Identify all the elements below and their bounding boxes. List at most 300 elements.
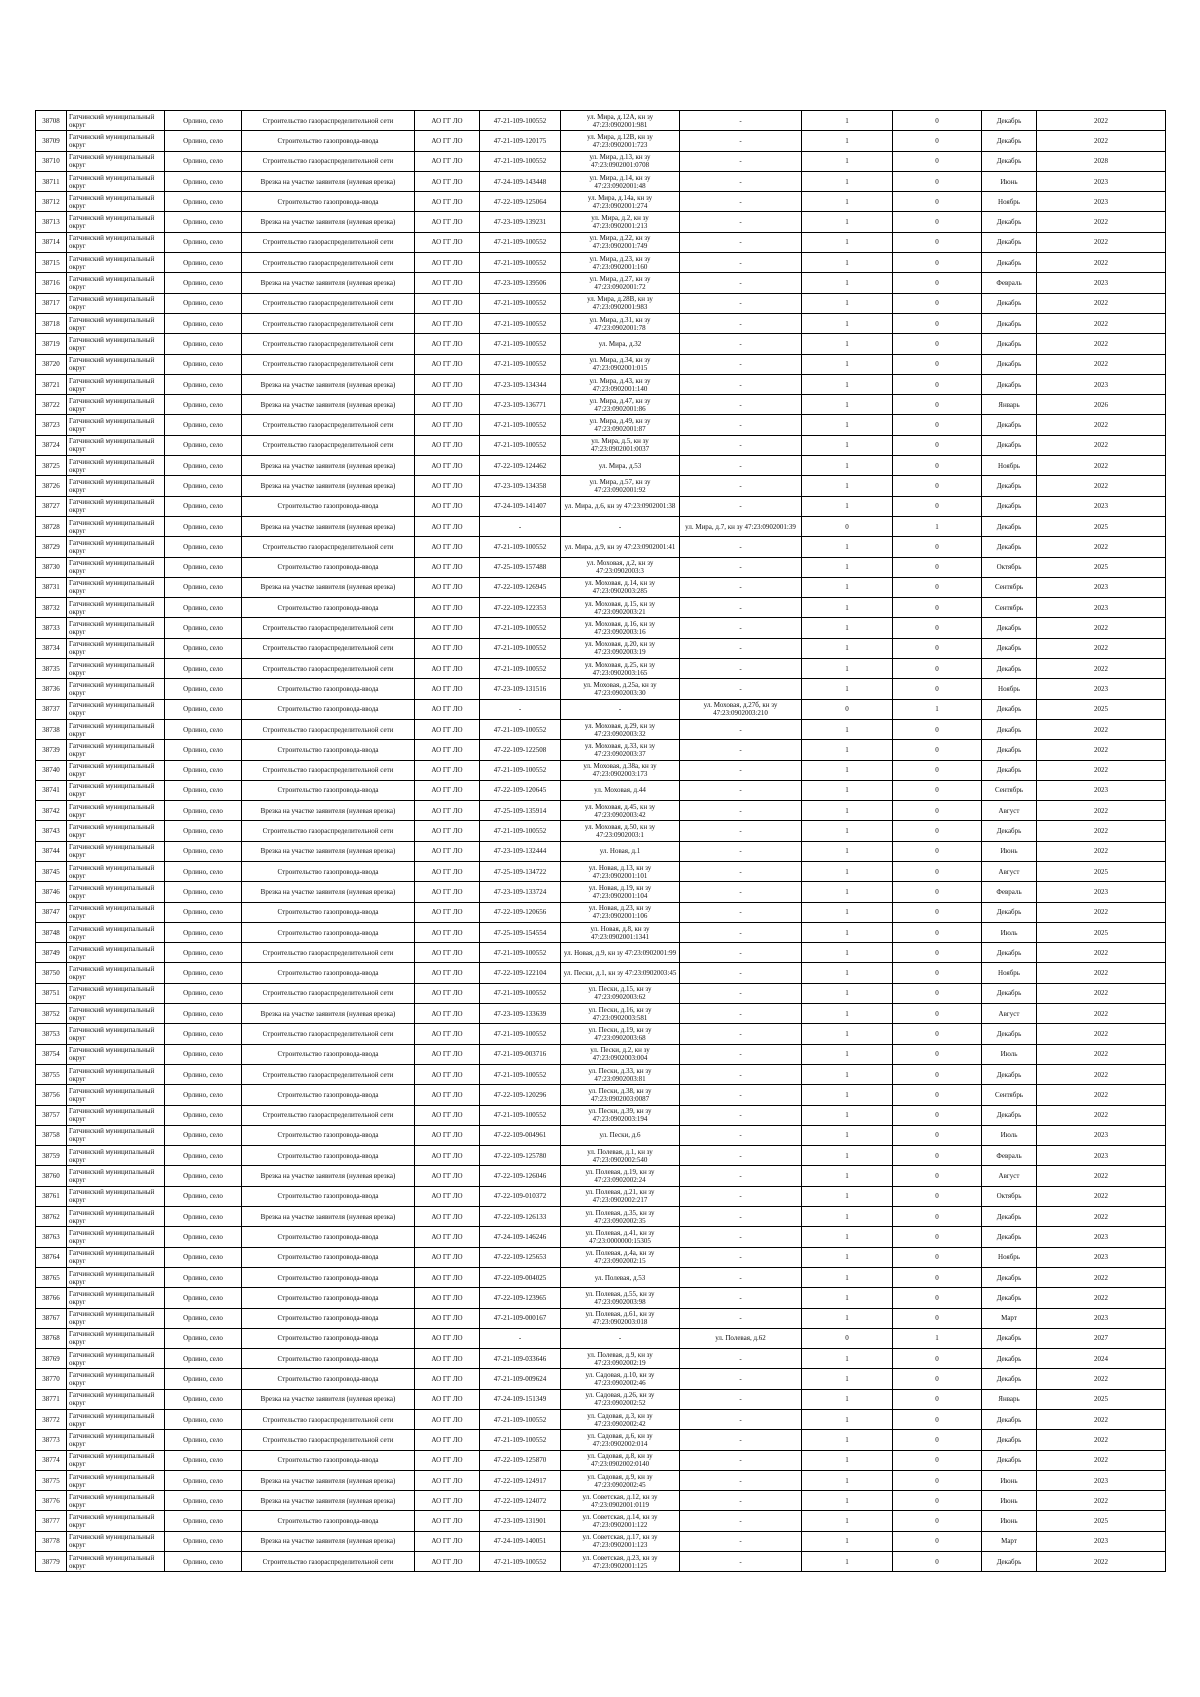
cell-organization: АО ГГ ЛО (415, 1125, 480, 1145)
table-row (36, 171, 1166, 191)
cell-organization: АО ГГ ЛО (415, 1491, 480, 1511)
cell-row-number: 38760 (36, 1166, 67, 1186)
cell-planned-address: - (680, 395, 802, 415)
table-row (36, 598, 1166, 618)
cell-month: Январь (982, 395, 1037, 415)
table-row (36, 963, 1166, 983)
cell-organization: АО ГГ ЛО (415, 456, 480, 476)
cell-organization: АО ГГ ЛО (415, 1531, 480, 1551)
cell-settlement: Орлино, село (165, 1125, 242, 1145)
cell-row-number: 38716 (36, 273, 67, 293)
cell-district: Гатчинский муниципальный округ (67, 374, 165, 394)
table-row (36, 922, 1166, 942)
cell-count-a: 1 (802, 638, 893, 658)
cell-count-b: 0 (893, 1430, 982, 1450)
table-row (36, 1227, 1166, 1247)
cell-planned-address: - (680, 1207, 802, 1227)
cell-organization: АО ГГ ЛО (415, 1470, 480, 1490)
cell-district: Гатчинский муниципальный округ (67, 131, 165, 151)
cell-address-cadastral: ул. Мира, д.34, кн зу 47:23:0902001:015 (561, 354, 680, 374)
cell-month: Декабрь (982, 902, 1037, 922)
cell-organization: АО ГГ ЛО (415, 1207, 480, 1227)
cell-row-number: 38738 (36, 719, 67, 739)
cell-address-cadastral: ул. Советская, д.17, кн зу 47:23:0902001:123 (561, 1531, 680, 1551)
table-row (36, 1166, 1166, 1186)
cell-month: Декабрь (982, 740, 1037, 760)
cell-district: Гатчинский муниципальный округ (67, 1450, 165, 1470)
cell-organization: АО ГГ ЛО (415, 659, 480, 679)
cell-settlement: Орлино, село (165, 1267, 242, 1287)
cell-organization: АО ГГ ЛО (415, 983, 480, 1003)
cell-count-a: 1 (802, 435, 893, 455)
cell-month: Декабрь (982, 374, 1037, 394)
cell-count-b: 0 (893, 435, 982, 455)
cell-row-number: 38774 (36, 1450, 67, 1470)
cell-address-cadastral: ул. Мира, д.47, кн зу 47:23:0902001:86 (561, 395, 680, 415)
cell-count-b: 0 (893, 801, 982, 821)
cell-count-b: 0 (893, 1389, 982, 1409)
cell-work-type: Строительство газопровода-ввода (242, 1349, 415, 1369)
cell-contract-number: 47-22-109-120296 (480, 1085, 561, 1105)
table-row (36, 1410, 1166, 1430)
cell-address-cadastral: ул. Мира, д.57, кн зу 47:23:0902001:92 (561, 476, 680, 496)
cell-work-type: Строительство газораспределительной сети (242, 293, 415, 313)
cell-settlement: Орлино, село (165, 1146, 242, 1166)
cell-address-cadastral: ул. Садовая, д.10, кн зу 47:23:0902002:46 (561, 1369, 680, 1389)
table-row (36, 232, 1166, 252)
cell-row-number: 38762 (36, 1207, 67, 1227)
table-row (36, 354, 1166, 374)
cell-address-cadastral: ул. Моховая, д.25а, кн зу 47:23:0902003:30 (561, 679, 680, 699)
cell-row-number: 38714 (36, 232, 67, 252)
cell-planned-address: - (680, 1267, 802, 1287)
cell-planned-address: - (680, 1470, 802, 1490)
table-row (36, 1470, 1166, 1490)
cell-row-number: 38746 (36, 882, 67, 902)
cell-planned-address: - (680, 1552, 802, 1572)
cell-planned-address: - (680, 476, 802, 496)
cell-count-a: 1 (802, 1247, 893, 1267)
cell-contract-number: 47-24-109-140051 (480, 1531, 561, 1551)
cell-organization: АО ГГ ЛО (415, 192, 480, 212)
cell-count-b: 0 (893, 1308, 982, 1328)
cell-planned-address: - (680, 780, 802, 800)
cell-organization: АО ГГ ЛО (415, 293, 480, 313)
cell-count-b: 0 (893, 1369, 982, 1389)
cell-count-b: 0 (893, 1044, 982, 1064)
cell-address-cadastral: ул. Мира, д.43, кн зу 47:23:0902001:140 (561, 374, 680, 394)
cell-address-cadastral: ул. Моховая, д.20, кн зу 47:23:0902003:19 (561, 638, 680, 658)
cell-address-cadastral: ул. Мира, д.22, кн зу 47:23:0902001:749 (561, 232, 680, 252)
cell-address-cadastral: ул. Полевая, д.19, кн зу 47:23:0902002:24 (561, 1166, 680, 1186)
cell-count-a: 1 (802, 374, 893, 394)
cell-month: Декабрь (982, 232, 1037, 252)
cell-count-b: 0 (893, 659, 982, 679)
cell-work-type: Строительство газопровода-ввода (242, 192, 415, 212)
cell-organization: АО ГГ ЛО (415, 1288, 480, 1308)
cell-work-type: Строительство газораспределительной сети (242, 253, 415, 273)
cell-settlement: Орлино, село (165, 1308, 242, 1328)
cell-work-type: Врезка на участке заявителя (нулевая врезка) (242, 456, 415, 476)
cell-district: Гатчинский муниципальный округ (67, 313, 165, 333)
cell-row-number: 38777 (36, 1511, 67, 1531)
cell-year: 2022 (1037, 537, 1166, 557)
cell-count-a: 1 (802, 1450, 893, 1470)
cell-address-cadastral: ул. Моховая, д.45, кн зу 47:23:0902003:42 (561, 801, 680, 821)
cell-contract-number: 47-21-109-100552 (480, 232, 561, 252)
cell-district: Гатчинский муниципальный округ (67, 1125, 165, 1145)
cell-row-number: 38755 (36, 1064, 67, 1084)
cell-contract-number: 47-21-109-100552 (480, 943, 561, 963)
cell-count-b: 0 (893, 780, 982, 800)
table-row (36, 1004, 1166, 1024)
cell-planned-address: - (680, 1105, 802, 1125)
cell-year: 2022 (1037, 293, 1166, 313)
cell-year: 2022 (1037, 476, 1166, 496)
cell-row-number: 38708 (36, 111, 67, 131)
cell-address-cadastral: ул. Пески, д.19, кн зу 47:23:0902003:68 (561, 1024, 680, 1044)
cell-organization: АО ГГ ЛО (415, 1186, 480, 1206)
cell-count-a: 1 (802, 273, 893, 293)
cell-contract-number: 47-22-109-120656 (480, 902, 561, 922)
cell-year: 2025 (1037, 699, 1166, 719)
cell-settlement: Орлино, село (165, 1450, 242, 1470)
cell-organization: АО ГГ ЛО (415, 1085, 480, 1105)
cell-row-number: 38761 (36, 1186, 67, 1206)
cell-year: 2025 (1037, 922, 1166, 942)
cell-count-b: 1 (893, 516, 982, 536)
cell-work-type: Строительство газопровода-ввода (242, 1125, 415, 1145)
cell-row-number: 38742 (36, 801, 67, 821)
cell-work-type: Строительство газопровода-ввода (242, 922, 415, 942)
cell-organization: АО ГГ ЛО (415, 171, 480, 191)
cell-row-number: 38772 (36, 1410, 67, 1430)
cell-year: 2022 (1037, 841, 1166, 861)
cell-row-number: 38715 (36, 253, 67, 273)
cell-count-b: 0 (893, 1146, 982, 1166)
cell-settlement: Орлино, село (165, 151, 242, 171)
cell-planned-address: - (680, 435, 802, 455)
cell-work-type: Строительство газопровода-ввода (242, 1369, 415, 1389)
cell-count-b: 0 (893, 476, 982, 496)
cell-district: Гатчинский муниципальный округ (67, 1207, 165, 1227)
cell-row-number: 38766 (36, 1288, 67, 1308)
cell-planned-address: - (680, 1288, 802, 1308)
cell-work-type: Врезка на участке заявителя (нулевая врезка) (242, 171, 415, 191)
cell-address-cadastral: ул. Мира, д.28В, кн зу 47:23:0902001:983 (561, 293, 680, 313)
cell-work-type: Строительство газораспределительной сети (242, 232, 415, 252)
cell-month: Март (982, 1308, 1037, 1328)
cell-settlement: Орлино, село (165, 577, 242, 597)
cell-district: Гатчинский муниципальный округ (67, 253, 165, 273)
cell-count-a: 1 (802, 476, 893, 496)
cell-address-cadastral: ул. Пески, д.38, кн зу 47:23:0902003:0087 (561, 1085, 680, 1105)
cell-address-cadastral: ул. Новая, д.8, кн зу 47:23:0902001:1341 (561, 922, 680, 942)
cell-address-cadastral: ул. Моховая, д.33, кн зу 47:23:0902003:37 (561, 740, 680, 760)
cell-planned-address: - (680, 111, 802, 131)
cell-contract-number: - (480, 516, 561, 536)
table-row (36, 1369, 1166, 1389)
cell-district: Гатчинский муниципальный округ (67, 1085, 165, 1105)
cell-year: 2022 (1037, 232, 1166, 252)
cell-year: 2022 (1037, 435, 1166, 455)
cell-month: Август (982, 861, 1037, 881)
cell-district: Гатчинский муниципальный округ (67, 922, 165, 942)
cell-row-number: 38711 (36, 171, 67, 191)
cell-count-a: 1 (802, 679, 893, 699)
cell-count-b: 0 (893, 841, 982, 861)
cell-row-number: 38727 (36, 496, 67, 516)
cell-address-cadastral: ул. Полевая, д.21, кн зу 47:23:0902002:217 (561, 1186, 680, 1206)
cell-year: 2022 (1037, 943, 1166, 963)
cell-month: Декабрь (982, 1369, 1037, 1389)
cell-year: 2023 (1037, 1125, 1166, 1145)
cell-row-number: 38736 (36, 679, 67, 699)
table-row (36, 253, 1166, 273)
cell-row-number: 38758 (36, 1125, 67, 1145)
cell-month: Декабрь (982, 313, 1037, 333)
cell-row-number: 38721 (36, 374, 67, 394)
cell-contract-number: 47-21-109-100552 (480, 983, 561, 1003)
cell-organization: АО ГГ ЛО (415, 1247, 480, 1267)
table-row (36, 192, 1166, 212)
cell-planned-address: - (680, 293, 802, 313)
cell-work-type: Врезка на участке заявителя (нулевая врезка) (242, 516, 415, 536)
cell-count-a: 1 (802, 1105, 893, 1125)
cell-month: Июль (982, 1125, 1037, 1145)
cell-count-b: 0 (893, 293, 982, 313)
cell-district: Гатчинский муниципальный округ (67, 841, 165, 861)
cell-settlement: Орлино, село (165, 943, 242, 963)
cell-month: Декабрь (982, 334, 1037, 354)
cell-contract-number: 47-21-109-100552 (480, 111, 561, 131)
cell-month: Июнь (982, 1511, 1037, 1531)
cell-work-type: Строительство газораспределительной сети (242, 760, 415, 780)
cell-contract-number: - (480, 1328, 561, 1348)
cell-planned-address: - (680, 1511, 802, 1531)
table-row (36, 1247, 1166, 1267)
table-row (36, 1552, 1166, 1572)
cell-district: Гатчинский муниципальный округ (67, 111, 165, 131)
cell-year: 2022 (1037, 1105, 1166, 1125)
table-row (36, 151, 1166, 171)
cell-work-type: Строительство газораспределительной сети (242, 415, 415, 435)
cell-organization: АО ГГ ЛО (415, 1410, 480, 1430)
cell-contract-number: 47-21-109-009624 (480, 1369, 561, 1389)
cell-district: Гатчинский муниципальный округ (67, 1146, 165, 1166)
table-row (36, 1328, 1166, 1348)
cell-organization: АО ГГ ЛО (415, 1308, 480, 1328)
cell-work-type: Строительство газопровода-ввода (242, 861, 415, 881)
cell-organization: АО ГГ ЛО (415, 638, 480, 658)
cell-row-number: 38752 (36, 1004, 67, 1024)
cell-organization: АО ГГ ЛО (415, 395, 480, 415)
cell-planned-address: - (680, 740, 802, 760)
cell-row-number: 38743 (36, 821, 67, 841)
cell-address-cadastral: ул. Садовая, д.3, кн зу 47:23:0902002:42 (561, 1410, 680, 1430)
table-row (36, 293, 1166, 313)
cell-planned-address: - (680, 577, 802, 597)
cell-planned-address: - (680, 1004, 802, 1024)
cell-planned-address: - (680, 943, 802, 963)
cell-planned-address: - (680, 1450, 802, 1470)
cell-planned-address: - (680, 334, 802, 354)
cell-address-cadastral: ул. Моховая, д.14, кн зу 47:23:0902003:285 (561, 577, 680, 597)
cell-district: Гатчинский муниципальный округ (67, 1511, 165, 1531)
cell-organization: АО ГГ ЛО (415, 212, 480, 232)
cell-year: 2023 (1037, 1146, 1166, 1166)
cell-district: Гатчинский муниципальный округ (67, 1308, 165, 1328)
table-row (36, 801, 1166, 821)
cell-district: Гатчинский муниципальный округ (67, 557, 165, 577)
cell-work-type: Врезка на участке заявителя (нулевая врезка) (242, 801, 415, 821)
cell-count-a: 1 (802, 760, 893, 780)
cell-planned-address: - (680, 638, 802, 658)
cell-count-b: 0 (893, 1552, 982, 1572)
cell-address-cadastral: ул. Мира, д.12А, кн зу 47:23:0902001:981 (561, 111, 680, 131)
cell-year: 2022 (1037, 1044, 1166, 1064)
cell-year: 2022 (1037, 456, 1166, 476)
cell-planned-address: - (680, 313, 802, 333)
cell-month: Декабрь (982, 943, 1037, 963)
cell-address-cadastral: ул. Новая, д.23, кн зу 47:23:0902001:106 (561, 902, 680, 922)
cell-planned-address: - (680, 273, 802, 293)
cell-count-a: 1 (802, 659, 893, 679)
cell-district: Гатчинский муниципальный округ (67, 598, 165, 618)
cell-settlement: Орлино, село (165, 1024, 242, 1044)
cell-contract-number: 47-24-109-146246 (480, 1227, 561, 1247)
cell-month: Декабрь (982, 983, 1037, 1003)
cell-count-a: 1 (802, 1288, 893, 1308)
cell-address-cadastral: ул. Полевая, д.53 (561, 1267, 680, 1287)
cell-organization: АО ГГ ЛО (415, 618, 480, 638)
cell-count-a: 1 (802, 1410, 893, 1430)
cell-count-a: 1 (802, 1349, 893, 1369)
cell-organization: АО ГГ ЛО (415, 963, 480, 983)
cell-contract-number: 47-23-109-134344 (480, 374, 561, 394)
cell-work-type: Врезка на участке заявителя (нулевая врезка) (242, 882, 415, 902)
cell-address-cadastral: ул. Мира, д.27, кн зу 47:23:0902001:72 (561, 273, 680, 293)
cell-count-a: 1 (802, 1511, 893, 1531)
cell-address-cadastral: ул. Мира, д.9, кн зу 47:23:0902001:41 (561, 537, 680, 557)
cell-count-a: 1 (802, 1491, 893, 1511)
cell-row-number: 38722 (36, 395, 67, 415)
cell-row-number: 38713 (36, 212, 67, 232)
cell-month: Декабрь (982, 699, 1037, 719)
cell-settlement: Орлино, село (165, 1207, 242, 1227)
cell-count-a: 1 (802, 841, 893, 861)
cell-contract-number: 47-22-109-125064 (480, 192, 561, 212)
cell-count-b: 0 (893, 1064, 982, 1084)
cell-contract-number: 47-21-109-003716 (480, 1044, 561, 1064)
cell-contract-number: 47-21-109-100552 (480, 151, 561, 171)
cell-district: Гатчинский муниципальный округ (67, 192, 165, 212)
cell-work-type: Строительство газопровода-ввода (242, 679, 415, 699)
cell-address-cadastral: ул. Мира, д.49, кн зу 47:23:0902001:87 (561, 415, 680, 435)
cell-address-cadastral: ул. Новая, д.19, кн зу 47:23:0902001:104 (561, 882, 680, 902)
cell-work-type: Строительство газораспределительной сети (242, 1410, 415, 1430)
cell-month: Июль (982, 922, 1037, 942)
cell-contract-number: 47-21-109-100552 (480, 659, 561, 679)
cell-count-b: 0 (893, 496, 982, 516)
cell-count-a: 1 (802, 943, 893, 963)
table-row (36, 1024, 1166, 1044)
cell-count-a: 0 (802, 1328, 893, 1348)
cell-month: Декабрь (982, 516, 1037, 536)
cell-year: 2025 (1037, 1389, 1166, 1409)
cell-month: Июнь (982, 1470, 1037, 1490)
cell-year: 2022 (1037, 1064, 1166, 1084)
cell-count-a: 1 (802, 557, 893, 577)
cell-settlement: Орлино, село (165, 1227, 242, 1247)
cell-year: 2025 (1037, 861, 1166, 881)
cell-settlement: Орлино, село (165, 334, 242, 354)
cell-contract-number: 47-21-109-100552 (480, 1024, 561, 1044)
cell-month: Июнь (982, 841, 1037, 861)
cell-organization: АО ГГ ЛО (415, 902, 480, 922)
cell-count-a: 1 (802, 1146, 893, 1166)
cell-work-type: Строительство газопровода-ввода (242, 1186, 415, 1206)
cell-planned-address: - (680, 1349, 802, 1369)
cell-work-type: Строительство газопровода-ввода (242, 1085, 415, 1105)
cell-district: Гатчинский муниципальный округ (67, 212, 165, 232)
cell-row-number: 38748 (36, 922, 67, 942)
cell-address-cadastral: ул. Садовая, д.6, кн зу 47:23:0902002:014 (561, 1430, 680, 1450)
cell-contract-number: 47-21-109-100552 (480, 760, 561, 780)
cell-settlement: Орлино, село (165, 963, 242, 983)
cell-month: Декабрь (982, 1105, 1037, 1125)
table-row (36, 1207, 1166, 1227)
cell-month: Ноябрь (982, 679, 1037, 699)
cell-settlement: Орлино, село (165, 395, 242, 415)
cell-work-type: Строительство газораспределительной сети (242, 1105, 415, 1125)
table-row (36, 638, 1166, 658)
cell-work-type: Строительство газопровода-ввода (242, 131, 415, 151)
cell-address-cadastral: ул. Мира, д.6, кн зу 47:23:0902001:38 (561, 496, 680, 516)
cell-district: Гатчинский муниципальный округ (67, 1024, 165, 1044)
cell-count-a: 1 (802, 740, 893, 760)
table-row (36, 313, 1166, 333)
cell-count-b: 0 (893, 983, 982, 1003)
cell-address-cadastral: ул. Полевая, д.35, кн зу 47:23:0902002:35 (561, 1207, 680, 1227)
cell-month: Август (982, 801, 1037, 821)
cell-year: 2022 (1037, 1369, 1166, 1389)
cell-work-type: Врезка на участке заявителя (нулевая врезка) (242, 395, 415, 415)
cell-month: Ноябрь (982, 192, 1037, 212)
cell-row-number: 38729 (36, 537, 67, 557)
cell-planned-address: - (680, 1166, 802, 1186)
table-row (36, 760, 1166, 780)
cell-month: Декабрь (982, 1328, 1037, 1348)
cell-count-b: 0 (893, 821, 982, 841)
cell-contract-number: 47-22-109-125870 (480, 1450, 561, 1470)
cell-contract-number: 47-23-109-131516 (480, 679, 561, 699)
cell-settlement: Орлино, село (165, 983, 242, 1003)
cell-planned-address: - (680, 801, 802, 821)
cell-row-number: 38712 (36, 192, 67, 212)
cell-organization: АО ГГ ЛО (415, 861, 480, 881)
cell-settlement: Орлино, село (165, 1410, 242, 1430)
table-row (36, 1288, 1166, 1308)
cell-count-b: 0 (893, 1267, 982, 1287)
cell-contract-number: 47-22-109-122508 (480, 740, 561, 760)
cell-count-b: 0 (893, 212, 982, 232)
cell-district: Гатчинский муниципальный округ (67, 801, 165, 821)
cell-settlement: Орлино, село (165, 821, 242, 841)
cell-count-b: 0 (893, 253, 982, 273)
cell-year: 2023 (1037, 374, 1166, 394)
cell-count-b: 0 (893, 719, 982, 739)
